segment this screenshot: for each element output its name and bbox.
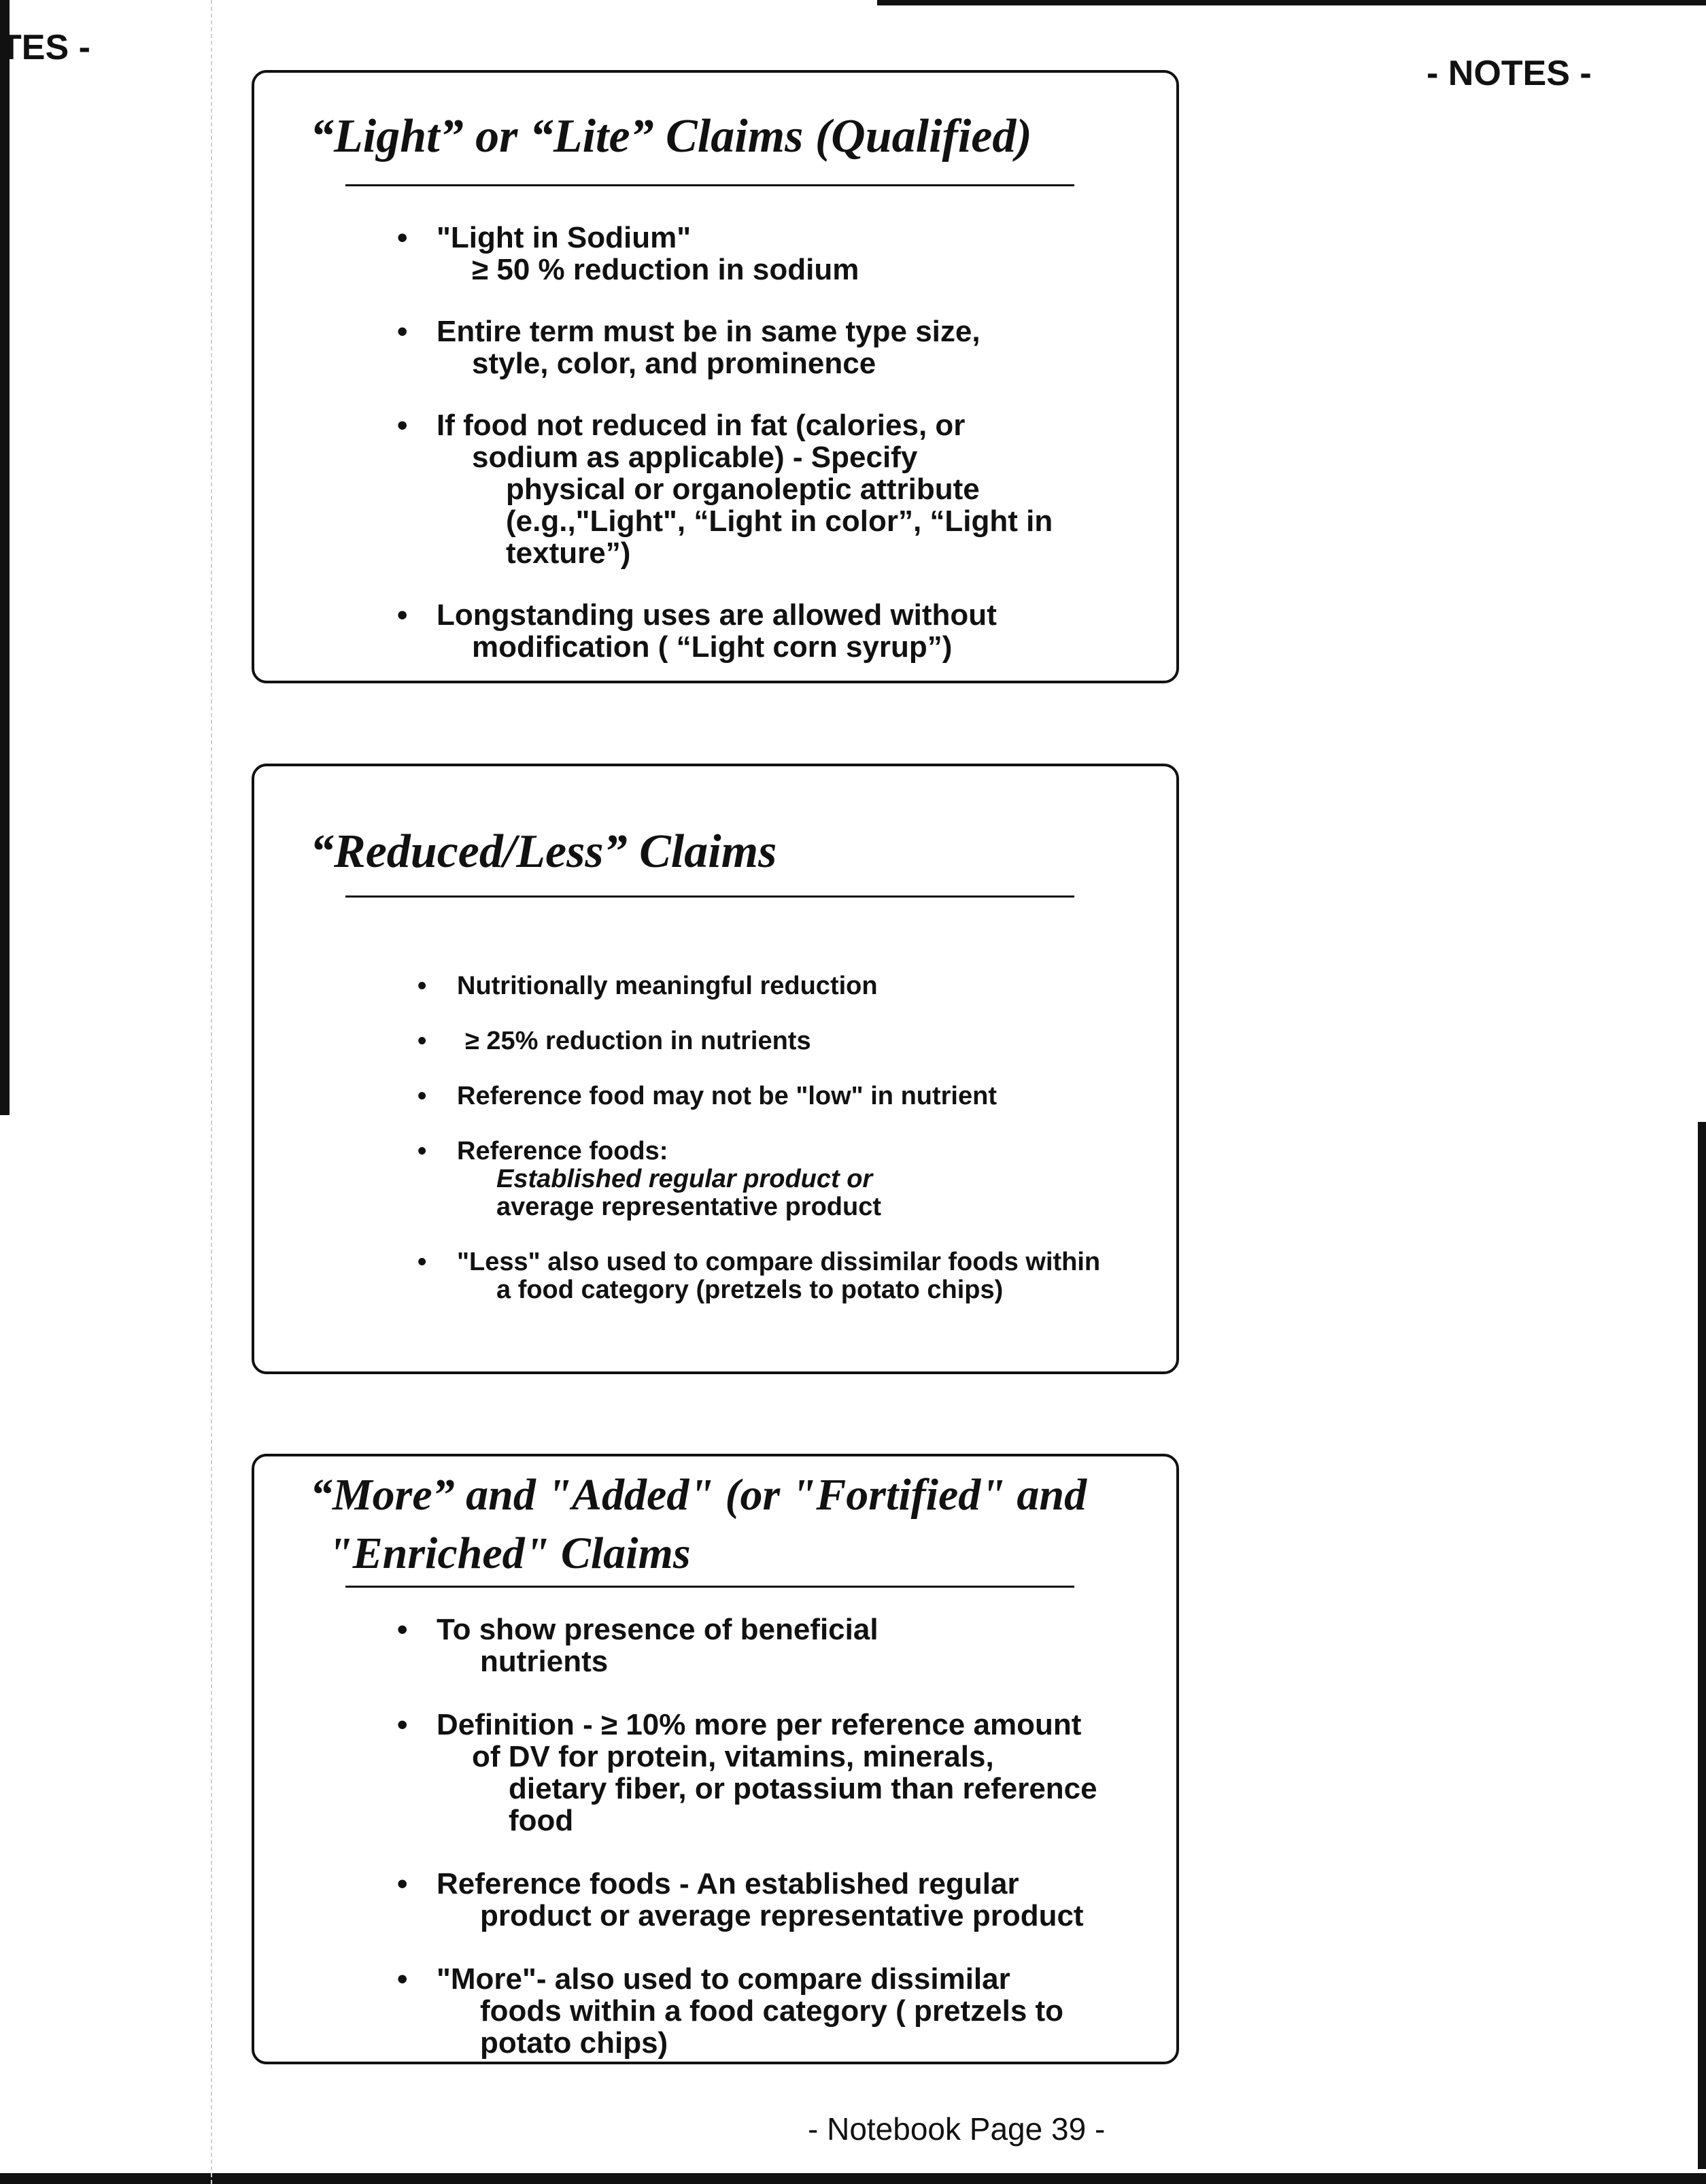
bullet-subtext: of DV for protein, vitamins, minerals, (472, 1740, 994, 1773)
bullet-item (417, 1138, 1176, 1221)
bullet-icon: • (397, 1962, 408, 1996)
bullet-text: Entire term must be in same type size, (437, 315, 980, 348)
bullet-subtext: modification ( “Light corn syrup”) (472, 630, 953, 664)
bullet-text: ≥ 25% reduction in nutrients (465, 1027, 811, 1055)
bullet-subtext: Established regular product or (496, 1165, 873, 1193)
bullet-subtext: dietary fiber, or potassium than reference (509, 1772, 1097, 1805)
bullet-text: "Less" also used to compare dissimilar foods within (457, 1248, 1101, 1276)
bullet-icon: • (397, 1867, 408, 1900)
bullet-subtext: a food category (pretzels to potato chips) (496, 1276, 1004, 1304)
slide-title: “Light” or “Lite” Claims (Qualified) (310, 110, 1032, 163)
bullet-subtext: sodium as applicable) - Specify (472, 441, 918, 474)
bullet-list (397, 222, 1176, 663)
bullet-icon: • (397, 409, 408, 442)
bullet-item (397, 599, 1176, 663)
slide-more-added-claims (252, 1454, 1179, 2064)
title-underline (345, 1586, 1074, 1588)
bullet-item (397, 1709, 1176, 1837)
bullet-icon: • (417, 1082, 427, 1110)
bullet-item (417, 1082, 1176, 1110)
bullet-list (417, 972, 1176, 1304)
slide-light-lite-claims (252, 70, 1179, 683)
scan-edge-bottom (0, 2173, 1706, 2184)
bullet-text: "Light in Sodium" (437, 221, 692, 254)
bullet-subtext: style, color, and prominence (472, 347, 876, 380)
bullet-item (417, 1027, 1176, 1055)
bullet-icon: • (397, 598, 408, 632)
bullet-icon: • (397, 221, 408, 254)
scan-edge-top (877, 0, 1706, 5)
bullet-text: Longstanding uses are allowed without (437, 598, 997, 632)
bullet-text: "More"- also used to compare dissimilar (437, 1962, 1010, 1996)
bullet-subtext: ≥ 50 % reduction in sodium (472, 253, 859, 286)
bullet-subtext: texture”) (506, 536, 631, 570)
slide-title-line: “More” and "Added" (or "Fortified" and (310, 1470, 1087, 1520)
page-number-footer: - Notebook Page 39 - (808, 2111, 1106, 2147)
bullet-icon: • (417, 972, 427, 1000)
fold-line (211, 0, 212, 2184)
bullet-item (397, 315, 1176, 379)
bullet-text: If food not reduced in fat (calories, or (437, 409, 966, 442)
bullet-text: To show presence of beneficial (437, 1613, 878, 1646)
bullet-icon: • (397, 315, 408, 348)
bullet-icon: • (417, 1027, 427, 1055)
bullet-subtext: average representative product (496, 1193, 882, 1221)
bullet-list (397, 1614, 1176, 2059)
bullet-icon: • (397, 1708, 408, 1741)
bullet-subtext: nutrients (480, 1645, 609, 1678)
bullet-subtext: (e.g.,"Light", “Light in color”, “Light in (506, 505, 1053, 538)
bullet-item (397, 1868, 1176, 1932)
bullet-subtext: physical or organoleptic attribute (506, 473, 980, 506)
scan-edge-right (1698, 1122, 1706, 2169)
bullet-text: Nutritionally meaningful reduction (457, 972, 878, 1000)
slide-reduced-less-claims (252, 764, 1179, 1374)
bullet-item (397, 1963, 1176, 2059)
bullet-subtext: product or average representative product (480, 1899, 1084, 1932)
bullet-item (417, 1248, 1176, 1304)
title-underline (345, 895, 1074, 898)
title-underline (345, 184, 1074, 186)
notes-label-left: TES - (0, 28, 90, 67)
bullet-subtext: foods within a food category ( pretzels to (480, 1994, 1064, 2028)
bullet-icon: • (417, 1137, 427, 1165)
bullet-text: Reference food may not be "low" in nutrient (457, 1082, 997, 1110)
bullet-icon: • (417, 1248, 427, 1276)
bullet-item (397, 409, 1176, 569)
bullet-subtext: potato chips) (480, 2026, 668, 2060)
bullet-text: Definition - ≥ 10% more per reference amount (437, 1708, 1082, 1741)
bullet-text: Reference foods: (457, 1137, 668, 1165)
bullet-subtext: food (509, 1804, 574, 1837)
slide-title (254, 1456, 1176, 1583)
bullet-icon: • (397, 1613, 408, 1646)
slide-title-line: "Enriched" Claims (328, 1529, 691, 1578)
slide-title: “Reduced/Less” Claims (310, 825, 777, 878)
scan-edge-left (0, 0, 10, 1115)
bullet-item (417, 972, 1176, 1000)
bullet-item (397, 1614, 1176, 1677)
notes-label-right: - NOTES - (1427, 54, 1592, 93)
bullet-text: Reference foods - An established regular (437, 1867, 1019, 1900)
bullet-item (397, 222, 1176, 286)
